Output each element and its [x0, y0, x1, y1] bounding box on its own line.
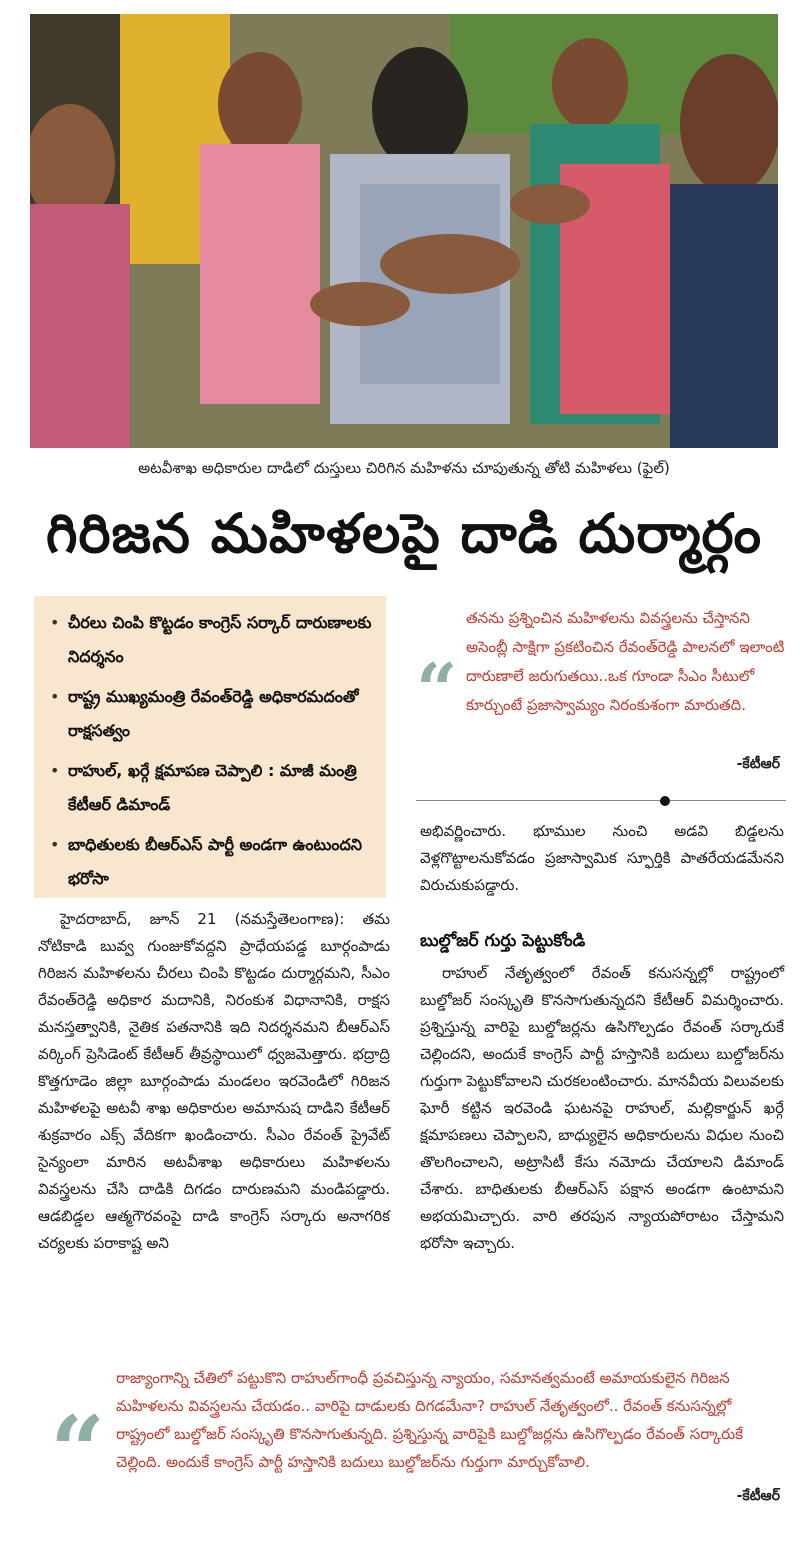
divider-line — [416, 800, 786, 801]
highlight-item — [50, 754, 372, 822]
highlight-item — [50, 606, 372, 674]
article-paragraph: అభివర్ణించారు. భూముల నుంచి అడవి బిడ్డలను వెళ్లగొట్టాలనుకోవడం ప్రజాస్వామిక స్ఫూర్తికి పాతరేయడమేనని విరుచుకుపడ్డారు. — [420, 822, 784, 894]
photo-caption: అటవీశాఖ అధికారుల దాడిలో దుస్తులు చిరిగిన మహిళను చూపుతున్న తోటి మహిళలు (ఫైల్) — [138, 459, 670, 477]
section-divider — [416, 796, 786, 806]
bullet-icon: • — [50, 687, 60, 706]
pull-quote-text: రాజ్యాంగాన్ని చేతిలో పట్టుకొని రాహుల్‌గాంధీ ప్రవచిస్తున్న న్యాయం, సమానత్వమంటే అమాయకులైన గిరిజన మహిళలను వివస్త్రలను చేయడం.. వారిపై దాడులకు దిగడమేనా? రాహుల్ నేతృత్వంలో.. రేవంత్ కనుసన్నల్లో రాష్ట్రంలో బుల్డోజర్ సంస్కృతి కొనసాగుతున్నది. ప్రశ్నిస్తున్న వారిపైకి బుల్డోజర్లను ఉసిగొల్పడం రేవంత్ సర్కారుకే చెల్లింది. అందుకే కాంగ్రెస్ పార్టీ హస్తానికి బదులు బుల్డోజర్‌ను గుర్తుగా మార్చుకోవాలి. — [116, 1369, 744, 1471]
highlight-text: రాహుల్, ఖర్గే క్షమాపణ చెప్పాలి : మాజీ మంత్రి కేటీఆర్ డిమాండ్ — [68, 761, 357, 814]
quote-mark-icon: “ — [416, 647, 458, 732]
article-subheading: బుల్డోజర్ గుర్తు పెట్టుకోండి — [420, 931, 586, 951]
highlight-text: రాష్ట్ర ముఖ్యమంత్రి రేవంత్‌రెడ్డి అధికారమదంతో రాక్షసత్వం — [68, 687, 359, 740]
photo-illustration — [30, 14, 778, 448]
news-photo — [30, 14, 778, 448]
pull-quote-text: తనను ప్రశ్నించిన మహిళలను వివస్త్రలను చేస్తానని అసెంబ్లీ సాక్షిగా ప్రకటించిన రేవంత్‌రెడ్డి పాలనలో ఇలాంటి దారుణాలే జరుగుతయి..ఒక గూండా సీఎం సీటులో కూర్చుంటే ప్రజాస్వామ్యం నిరంకుశంగా మారుతది. — [466, 609, 785, 714]
bullet-icon: • — [50, 613, 60, 632]
article-paragraph: రాహుల్ నేతృత్వంలో రేవంత్ కనుసన్నల్లో రాష్ట్రంలో బుల్డోజర్ సంస్కృతి కొనసాగుతున్నదని కేటీఆర్ విమర్శించారు. ప్రశ్నిస్తున్న వారిపై బుల్డోజర్లను ఉసిగొల్పడం రేవంత్ సర్కారుకే చెల్లిందని, అందుకే కాంగ్రెస్ పార్టీ హస్తానికి బదులు బుల్డోజర్‌ను గుర్తుగా పెట్టుకోవాలని చురకలంటించారు. మానవీయ విలువలకు ఘోరీ కట్టిన ఇరవెండి ఘటనపై రాహుల్, మల్లికార్జున్ ఖర్గే క్షమాపణలు చెప్పాలని, బాధ్యులైన అధికారులను విధుల నుంచి తొలగించాలని, అట్రాసిటీ కేసు నమోదు చేయాలని డిమాండ్ చేశారు. బాధితులకు బీఆర్‌ఎస్ పక్షాన అండగా ఉంటామని అభయమిచ్చారు. వారి తరపున న్యాయపోరాటం చేస్తామని భరోసా ఇచ్చారు. — [420, 964, 784, 1252]
highlight-item — [50, 680, 372, 748]
article-right-column-top — [420, 818, 784, 899]
bullet-icon: • — [50, 835, 60, 854]
article-right-column-body — [420, 960, 784, 1257]
highlight-text: బాధితులకు బీఆర్‌ఎస్ పార్టీ అండగా ఉంటుందని భరోసా — [68, 835, 363, 888]
pull-quote-top — [416, 604, 786, 784]
quote-mark-icon: “ — [50, 1395, 106, 1508]
pull-quote-bottom — [40, 1364, 784, 1534]
highlight-text: చీరలు చింపి కొట్టడం కాంగ్రెస్ సర్కార్ దారుణాలకు నిదర్శనం — [68, 613, 372, 666]
headline: గిరిజన మహిళలపై దాడి దుర్మార్గం — [46, 502, 762, 565]
highlight-item — [50, 828, 372, 896]
article-paragraph: హైదరాబాద్, జూన్ 21 (నమస్తేతెలంగాణ): తమ నోటికాడి బువ్వ గుంజుకోవద్దని ప్రాధేయపడ్డ బూర్గంపాడు గిరిజన మహిళలను చీరలు చింపి కొట్టడం దుర్మార్గమని, సీఎం రేవంత్‌రెడ్డి అధికార మదానికి, నిరంకుశ విధానానికి, రాక్షస మనస్తత్వానికి, నైతిక పతనానికి ఇది నిదర్శనమని బీఆర్‌ఎస్ వర్కింగ్ ప్రెసిడెంట్ కేటీఆర్ తీవ్రస్థాయిలో ధ్వజమెత్తారు. భద్రాద్రి కొత్తగూడెం జిల్లా బూర్గంపాడు మండలం ఇరవెండిలో గిరిజన మహిళలపై అటవీ శాఖ అధికారుల అమానుష దాడిని కేటీఆర్ శుక్రవారం ఎక్స్ వేదికగా ఖండించారు. సీఎం రేవంత్ ప్రైవేట్ సైన్యంలా మారిన అటవీశాఖ అధికారులు మహిళలను వివస్త్రలను చేసి దాడికి దిగడం దారుణమని మండిపడ్డారు. ఆడబిడ్డల ఆత్మగౌరవంపై దాడి కాంగ్రెస్ సర్కారు అనాగరిక చర్యలకు పరాకాష్ట అని — [38, 910, 390, 1252]
pull-quote-attribution: -కేటీఆర్ — [736, 756, 780, 772]
highlights-box — [34, 596, 386, 898]
article-left-column — [38, 906, 390, 1257]
pull-quote-attribution: -కేటీఆర్ — [736, 1488, 780, 1504]
divider-dot-icon — [660, 796, 670, 806]
bullet-icon: • — [50, 761, 60, 780]
